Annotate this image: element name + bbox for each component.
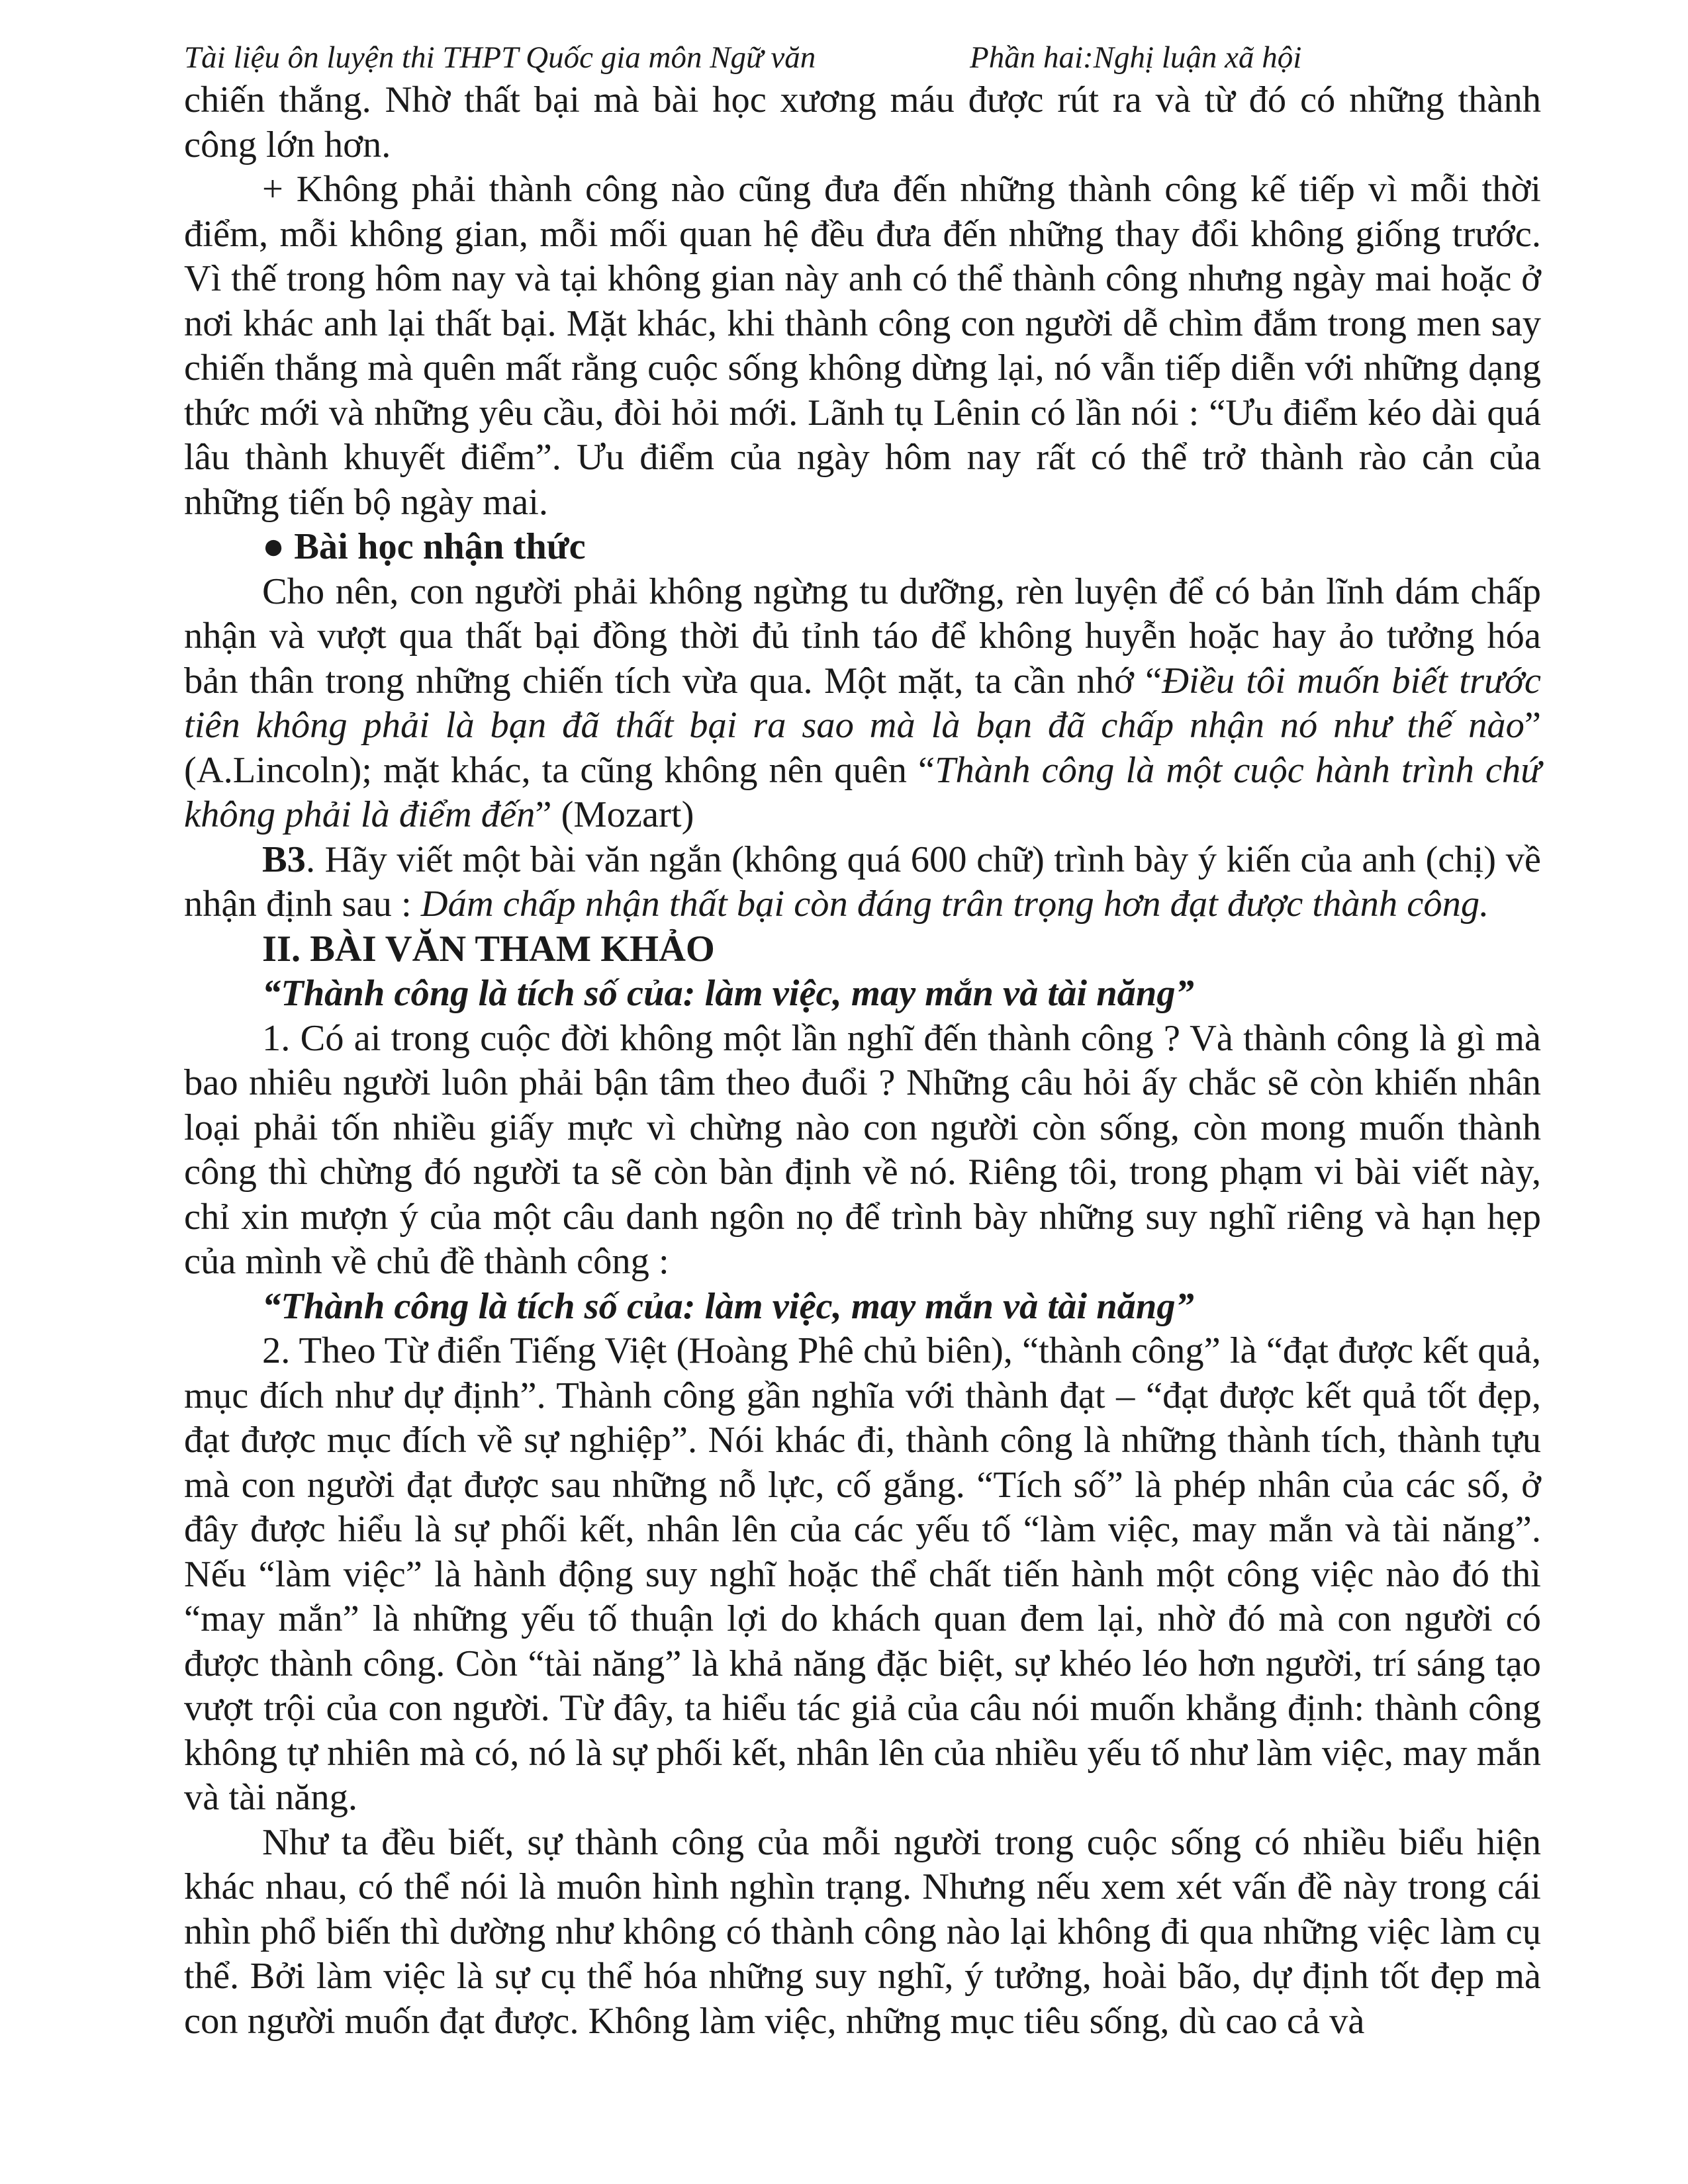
header-right: Phần hai:Nghị luận xã hội <box>970 40 1302 75</box>
header-left: Tài liệu ôn luyện thi THPT Quốc gia môn Ngữ văn <box>184 40 816 75</box>
exercise-text: . Hãy viết một bài văn ngắn (không quá 600 chữ) trình bày ý kiến của anh (chị) về nhận định sau : <box>184 839 1541 925</box>
lincoln-quote: Điều tôi muốn biết trước tiên không phải là bạn đã thất bại ra sao mà là bạn đã chấp nhận nó như thế nào <box>184 660 1541 746</box>
mozart-quote: Thành công là một cuộc hành trình chứ không phải là điểm đến <box>184 749 1542 835</box>
page-header <box>184 34 1508 81</box>
document-body <box>184 78 1541 2044</box>
paragraph-lesson <box>184 570 1541 838</box>
lesson-text-a: Cho nên, con người phải không ngừng tu dưỡng, rèn luyện để có bản lĩnh dám chấp nhận và vượt qua thất bại đồng thời đủ tỉnh táo để không huyễn hoặc hay ảo tưởng hóa bản thân trong những chiến tích vừa qua. Một mặt, ta cần nhớ “ <box>184 570 1541 702</box>
lesson-text-c: ” (Mozart) <box>535 794 694 835</box>
paragraph-counterpoint: + Không phải thành công nào cũng đưa đến những thành công kế tiếp vì mỗi thời điểm, mỗi không gian, mỗi mối quan hệ đều đưa đến những thay đổi không giống trước. Vì thế trong hôm nay và tại không gian này anh có thể thành công nhưng ngày mai hoặc ở nơi khác anh lại thất bại. Mặt khác, khi thành công con người dễ chìm đắm trong men say chiến thắng mà quên mất rằng cuộc sống không dừng lại, nó vẫn tiếp diễn với những dạng thức mới và những yêu cầu, đòi hỏi mới. Lãnh tụ Lênin có lần nói : “Ưu điểm kéo dài quá lâu thành khuyết điểm”. Ưu điểm của ngày hôm nay rất có thể trở thành rào cản của những tiến bộ ngày mai. <box>184 169 1541 523</box>
essay-title: “Thành công là tích số của: làm việc, may mắn và tài năng” <box>262 973 1194 1014</box>
exercise-quote: Dám chấp nhận thất bại còn đáng trân trọng hơn đạt được thành công <box>420 884 1480 925</box>
section-title: II. BÀI VĂN THAM KHẢO <box>262 928 715 970</box>
exercise-label: B3 <box>262 839 306 880</box>
lesson-text-b: ” (A.Lincoln); mặt khác, ta cũng không nên quên “ <box>184 705 1541 791</box>
essay-quote: “Thành công là tích số của: làm việc, may mắn và tài năng” <box>262 1285 1194 1327</box>
paragraph-continuation: chiến thắng. Nhờ thất bại mà bài học xương máu được rút ra và từ đó có những thành công lớn hơn. <box>184 79 1541 165</box>
lesson-heading: ● Bài học nhận thức <box>262 526 586 567</box>
essay-paragraph-2: 2. Theo Từ điển Tiếng Việt (Hoàng Phê chủ biên), “thành công” là “đạt được kết quả, mục đích như dự định”. Thành công gần nghĩa với thành đạt – “đạt được kết quả tốt đẹp, đạt được mục đích về sự nghiệp”. Nói khác đi, thành công là những thành tích, thành tựu mà con người đạt được sau những nỗ lực, cố gắng. “Tích số” là phép nhân của các số, ở đây được hiểu là sự phối kết, nhân lên của các yếu tố “làm việc, may mắn và tài năng”. Nếu “làm việc” là hành động suy nghĩ hoặc thể chất tiến hành một công việc nào đó thì “may mắn” là những yếu tố thuận lợi do khách quan đem lại, nhờ đó mà con người có được thành công. Còn “tài năng” là khả năng đặc biệt, sự khéo léo hơn người, trí sáng tạo vượt trội của con người. Từ đây, ta hiểu tác giả của câu nói muốn khẳng định: thành công không tự nhiên mà có, nó là sự phối kết, nhân lên của nhiều yếu tố như làm việc, may mắn và tài năng. <box>184 1330 1541 1818</box>
exercise-b3 <box>184 838 1541 927</box>
essay-paragraph-1: 1. Có ai trong cuộc đời không một lần nghĩ đến thành công ? Và thành công là gì mà bao nhiêu người luôn phải bận tâm theo đuổi ? Những câu hỏi ấy chắc sẽ còn khiến nhân loại phải tốn nhiều giấy mực vì chừng nào con người còn sống, còn mong muốn thành công thì chừng đó người ta sẽ còn bàn định về nó. Riêng tôi, trong phạm vi bài viết này, chỉ xin mượn ý của một câu danh ngôn nọ để trình bày những suy nghĩ riêng và hạn hẹp của mình về chủ đề thành công : <box>184 1017 1541 1282</box>
essay-paragraph-3: Như ta đều biết, sự thành công của mỗi người trong cuộc sống có nhiều biểu hiện khác nhau, có thể nói là muôn hình nghìn trạng. Nhưng nếu xem xét vấn đề này trong cái nhìn phổ biến thì dường như không có thành công nào lại không đi qua những việc làm cụ thể. Bởi làm việc là sự cụ thể hóa những suy nghĩ, ý tưởng, hoài bão, dự định tốt đẹp mà con người muốn đạt được. Không làm việc, những mục tiêu sống, dù cao cả và <box>184 1821 1541 2042</box>
exercise-end: . <box>1479 884 1489 925</box>
